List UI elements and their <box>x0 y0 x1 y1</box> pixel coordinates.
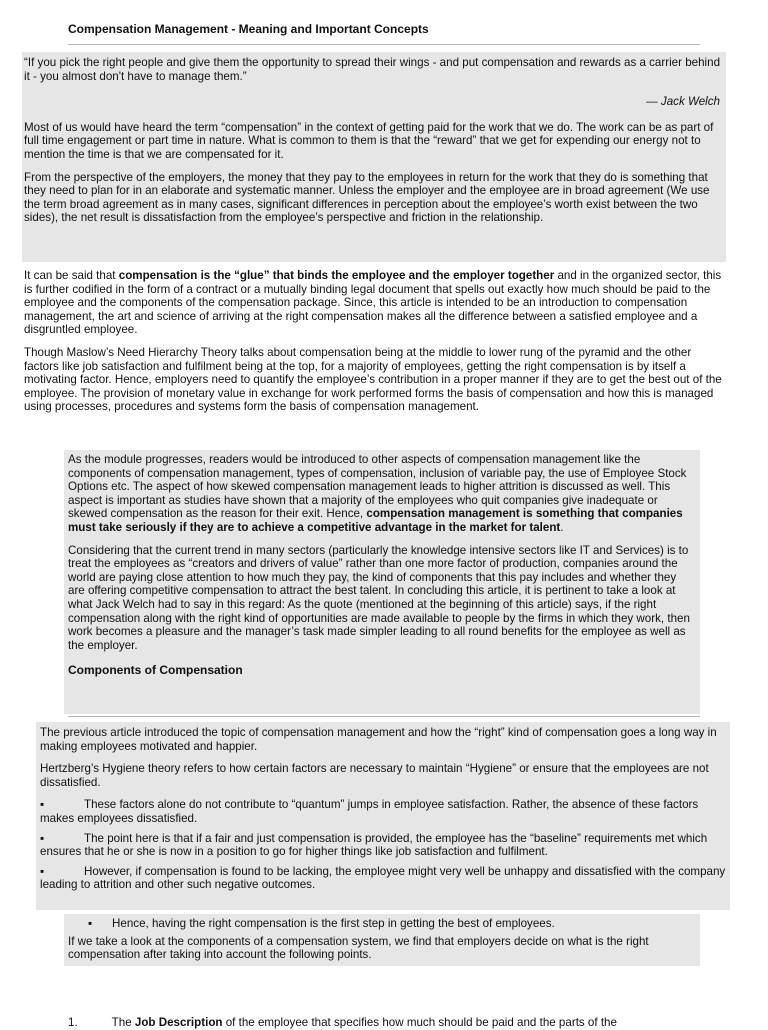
bullet-item-2 <box>40 832 728 859</box>
module-paragraph <box>68 453 696 535</box>
module-text-bold: compensation management is something that companies must take seriously if they are to achieve a competitive advantage in the market for talent <box>68 507 683 534</box>
components-paragraph-3: If we take a look at the components of a compensation system, we find that employers decide on what is the right compensation after taking into account the following points. <box>68 934 649 962</box>
bullet-text-1: These factors alone do not contribute to “quantum” jumps in employee satisfaction. Rather, the absence of these factors makes employees dissatisfied. <box>40 798 699 825</box>
quote-text: “If you pick the right people and give them the opportunity to spread their wings - and put compensation and rewards as a carrier behind it - you almost don't have to manage them.” <box>24 56 721 83</box>
numbered-item-post: of the employee that specifies how much should be paid and the parts of the <box>222 1016 617 1029</box>
glue-text-pre: It can be said that <box>24 269 119 282</box>
numbered-item-bold: Job Description <box>134 1016 223 1029</box>
bullet-icon: ▪ <box>40 831 45 845</box>
maslow-paragraph: Though Maslow’s Need Hierarchy Theory talks about compensation being at the middle to lower rung of the pyramid and the other factors like job satisfaction and fulfilment being at the top, for a majority of employees, getting the right compensation is by itself a motivating factor. Hence, employers need to quantify the employee’s contribution in a proper manner if they are to get the best out of the employee. The provision of monetary value in exchange for work performed forms the basis of compensation and how this is managed using processes, procedures and systems form the basis of compensation management. <box>24 345 722 414</box>
numbered-item-pre: The <box>111 1016 135 1029</box>
components-paragraph-1: The previous article introduced the topic of compensation management and how the “right” kind of compensation goes a long way in making employees motivated and happier. <box>40 726 717 753</box>
components-section <box>36 722 730 910</box>
bullet-item-1 <box>40 798 728 825</box>
components-paragraph-2: Hertzberg’s Hygiene theory refers to how certain factors are necessary to maintain “Hygiene” or ensure that the employees are not dissatisfied. <box>40 762 709 789</box>
numbered-item-1 <box>68 1016 748 1030</box>
bullet-text-3: However, if compensation is found to be lacking, the employee might very well be unhappy and dissatisfied with the company leading to attrition and other such negative outcomes. <box>40 864 726 892</box>
bullet-icon: ▪ <box>40 798 45 812</box>
closing-section <box>64 914 700 966</box>
bullet-item-3 <box>40 865 728 892</box>
title-bar <box>68 21 700 43</box>
trend-paragraph: Considering that the current trend in many sectors (particularly the knowledge intensive sectors like IT and Services) is to treat the employees as “creators and drivers of value” rather than one more factor of production, companies around the world are paying close attention to how much they pay, the kind of components that this pay includes and whether they are offering competitive compensation to attract the best talent. In concluding this article, it is pertinent to take a look at what Jack Welch had to say in this regard: As the quote (mentioned at the beginning of this article) says, if the right compensation along with the right kind of opportunities are made available to people by the firms in which they work, then work becomes a pleasure and the manager’s task made simpler leading to all round benefits for the employee as well as the employer. <box>68 543 690 652</box>
components-divider <box>68 716 700 717</box>
quote-section <box>22 52 726 262</box>
bullet-icon: ▪ <box>88 917 93 930</box>
glue-text-bold: compensation is the “glue” that binds the employee and the employer together <box>118 269 555 282</box>
glue-paragraph <box>24 269 724 337</box>
bullet-item-4 <box>68 917 696 931</box>
bullet-text-2: The point here is that if a fair and just compensation is provided, the employee has the “baseline” requirements met which ensures that he or she is now in a position to go for higher things like job satisfaction and fulfilment. <box>40 831 708 859</box>
module-text-pre: As the module progresses, readers would be introduced to other aspects of compensation management like the components of compensation management, types of compensation, inclusion of variable pay, the use of Employee Stock Options etc. The aspect of how skewed compensation management leads to higher attrition is discussed as well. This aspect is important as studies have shown that a majority of the employees who quit companies give inadequate or skewed compensation as the reason for their exit. Hence, <box>68 453 687 521</box>
intro-paragraph-1: Most of us would have heard the term “compensation” in the context of getting paid for the work that we do. The work can be as part of full time engagement or part time in nature. What is common to them is that the “reward” that we get for expending our energy not to mention the time is that we are compensated for it. <box>24 120 714 161</box>
module-section <box>64 450 700 714</box>
title-divider <box>68 44 700 45</box>
intro-paragraph-2: From the perspective of the employers, the money that they pay to the employees in return for the work that they do is something that they need to plan for in an elaborate and systematic manner. Unless the employer and the employee are in broad agreement (We use the term broad agreement as in many cases, significant differences in perception about the employee’s worth exist between the two sides), the net result is dissatisfaction from the employee’s perspective and friction in the relationship. <box>24 170 710 225</box>
page-title: Compensation Management - Meaning and Important Concepts <box>68 22 429 36</box>
quote-attribution: — Jack Welch <box>646 95 720 109</box>
bullet-icon: ▪ <box>40 864 45 878</box>
numbered-item-number: 1. <box>68 1016 78 1029</box>
body-section <box>22 269 726 441</box>
glue-text-post: and in the organized sector, this is further codified in the form of a contract or a mutually binding legal document that spells out exactly how much should be paid to the employee and the components of the compensation package. Since, this article is intended to be an introduction to compensation management, the art and science of arriving at the right compensation makes all the difference between a satisfied employee and a disgruntled employee. <box>24 269 722 337</box>
bullet-text-4: Hence, having the right compensation is the first step in getting the best of employees. <box>112 917 555 930</box>
components-heading: Components of Compensation <box>68 663 243 678</box>
module-text-post: . <box>560 520 564 534</box>
